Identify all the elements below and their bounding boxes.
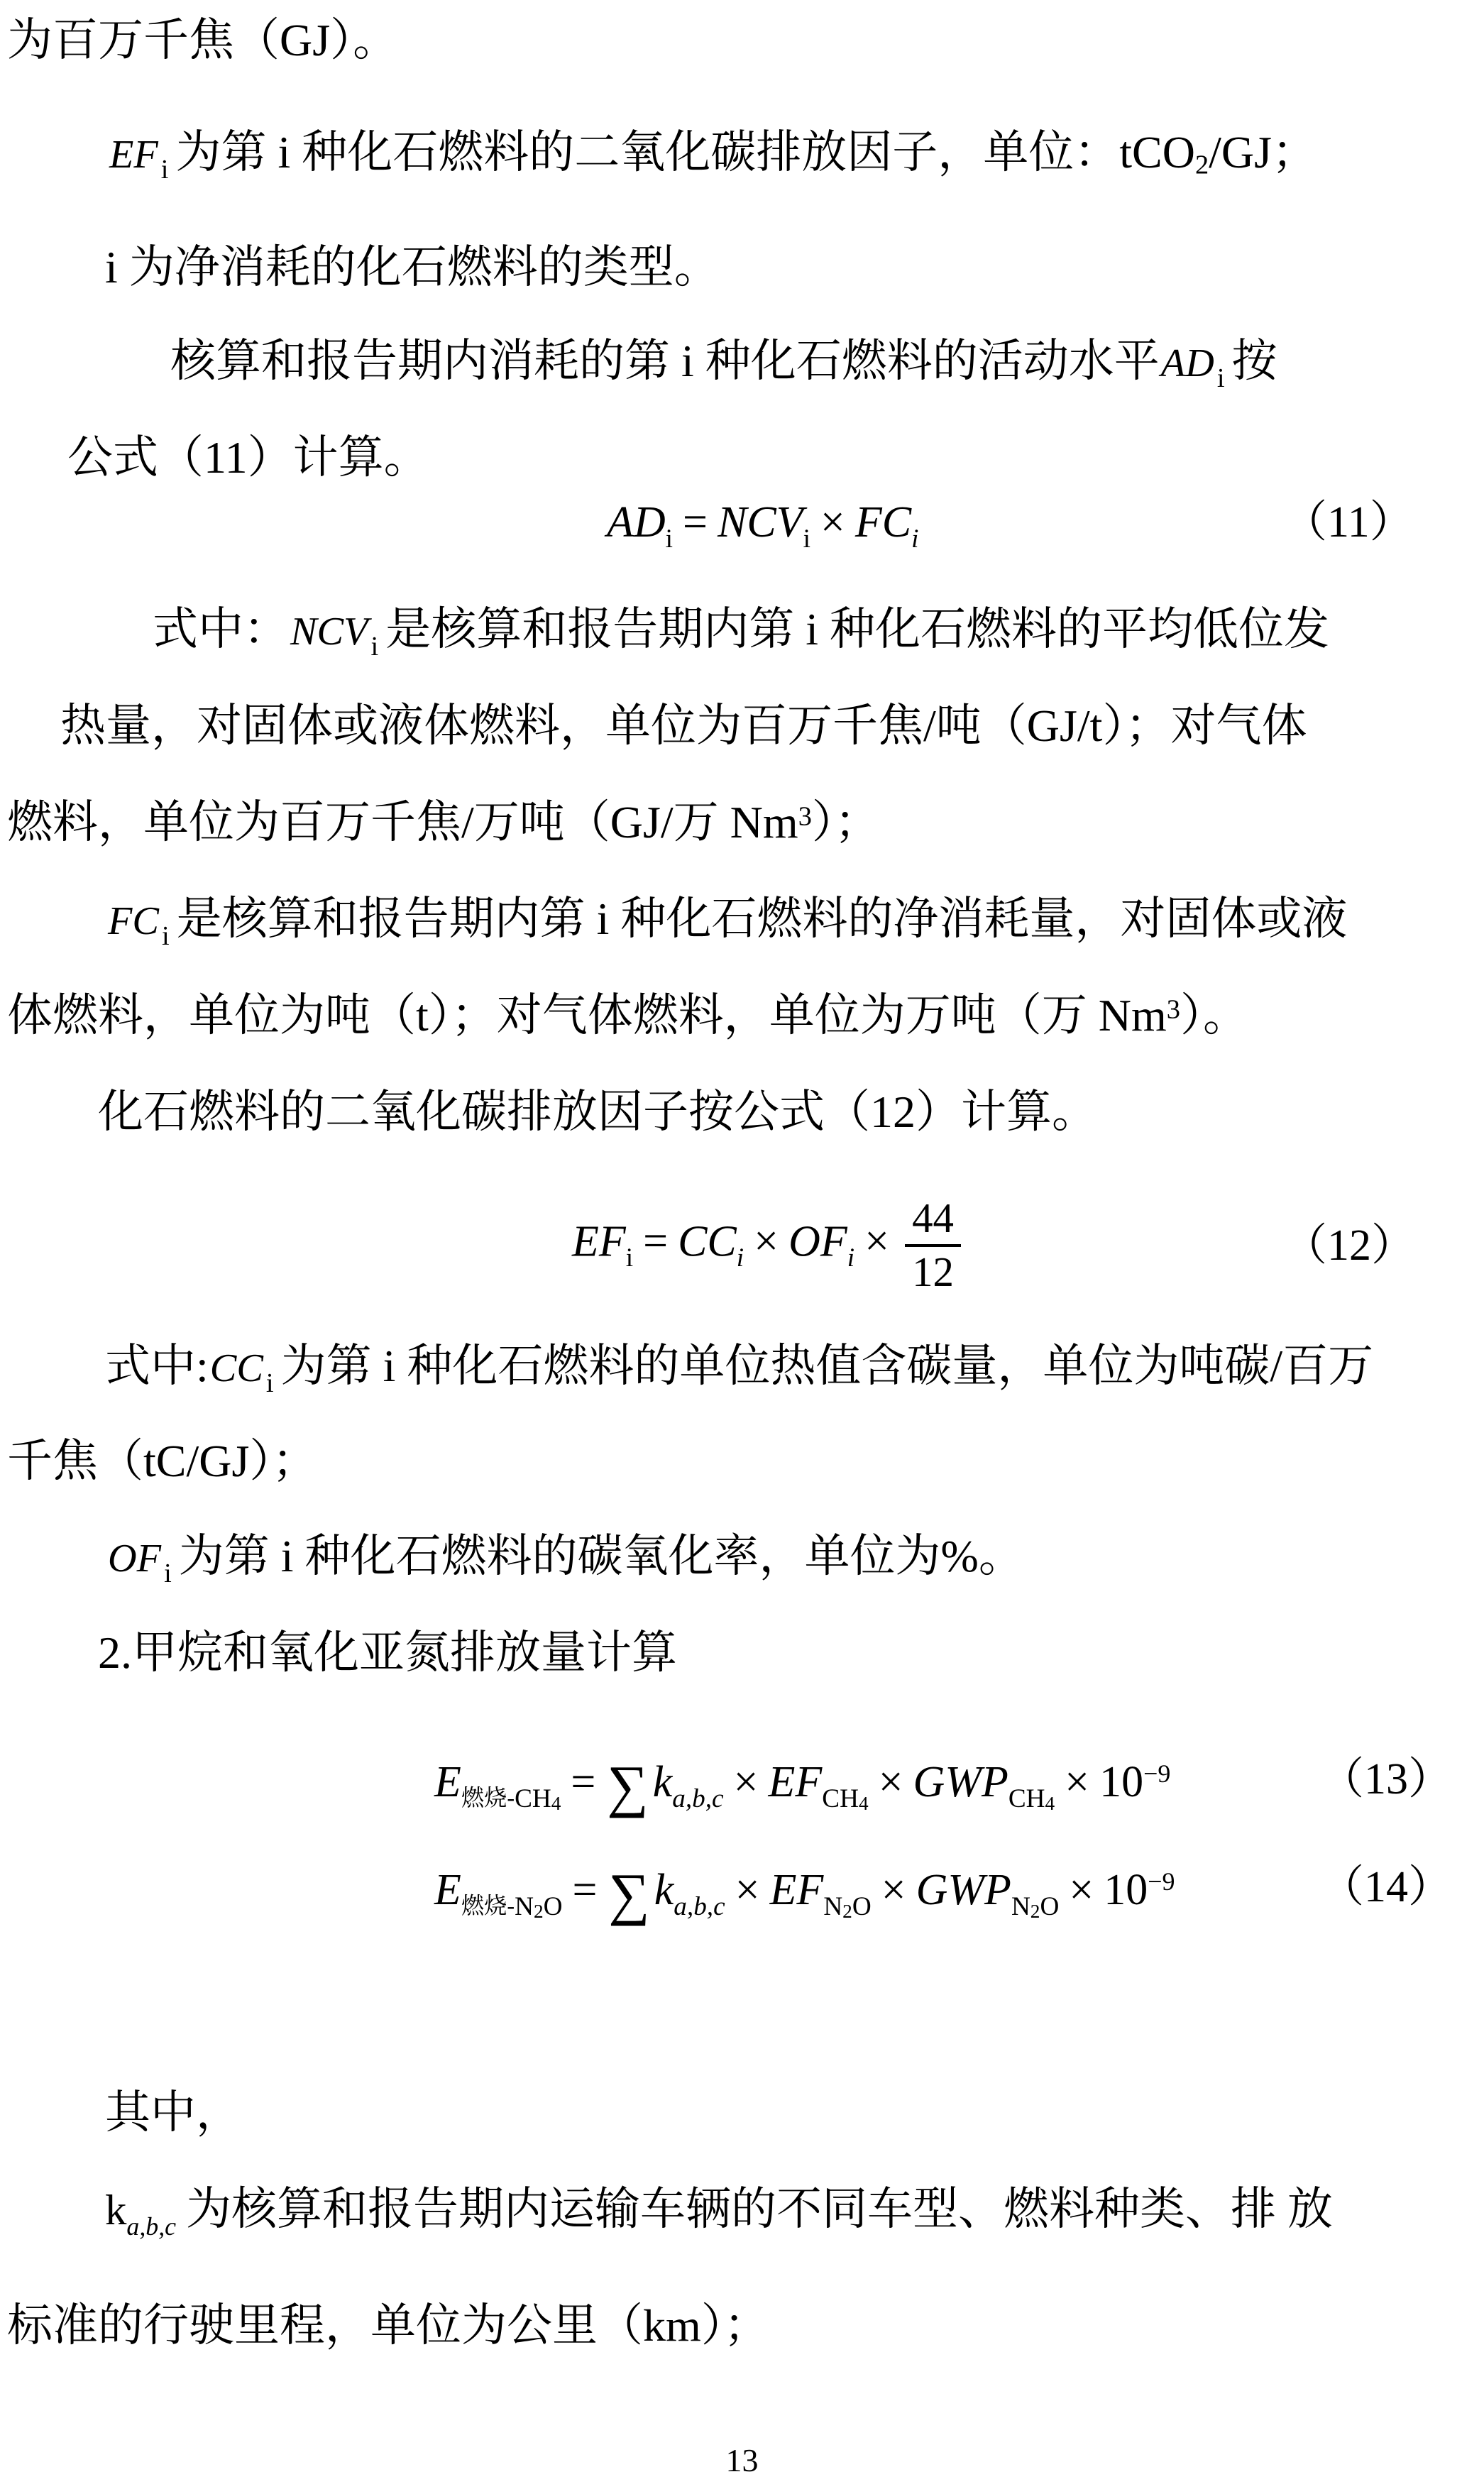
text-line: [105, 241, 720, 294]
variable: FC: [108, 899, 159, 943]
text-run: 为第 i 种化石燃料的碳氧化率，单位为%。: [178, 1531, 1024, 1581]
subscript: i: [265, 1368, 274, 1398]
text-line: [60, 700, 1307, 752]
text-run: 燃料，单位为百万千焦/万吨（GJ/万 Nm: [7, 797, 798, 847]
subscript: i: [164, 1558, 172, 1588]
text-line: [7, 796, 880, 849]
formula-body: [434, 1862, 1175, 1926]
numerator: 44: [905, 1197, 961, 1247]
text-line: [105, 2087, 241, 2139]
variable: CC: [678, 1217, 737, 1266]
subscript: O: [543, 1891, 563, 1921]
superscript: −9: [1148, 1867, 1175, 1896]
variable: NCV: [290, 610, 368, 654]
sub-subscript: 4: [858, 1793, 869, 1814]
subscript: O: [1040, 1891, 1060, 1921]
subscript: N: [1011, 1891, 1030, 1921]
subscript: 2: [1194, 150, 1209, 180]
operator: ×: [735, 1865, 760, 1914]
variable: EF: [768, 1757, 823, 1806]
text-run: /GJ；: [1209, 127, 1318, 177]
text-run: i 为净消耗的化石燃料的类型。: [105, 242, 720, 292]
text-line: [106, 1530, 1024, 1589]
subscript: N: [823, 1891, 843, 1921]
subscript: i: [847, 1243, 855, 1273]
subscript: i: [160, 154, 169, 185]
subscript: 燃烧-: [461, 1892, 515, 1918]
variable: k: [652, 1757, 673, 1806]
subscript: 燃烧-: [461, 1784, 515, 1811]
text-line: [7, 989, 1248, 1042]
text-run: 为百万千焦（GJ）。: [7, 15, 399, 65]
text-line: [105, 2183, 1333, 2241]
subscript: i: [370, 631, 379, 661]
subscript: CH: [515, 1784, 551, 1813]
operator: ×: [733, 1757, 759, 1806]
text-run: 公式（11）计算。: [67, 432, 429, 483]
variable: FC: [854, 498, 912, 546]
variable: CC: [209, 1346, 263, 1390]
operator: =: [572, 1865, 598, 1914]
variable: k: [654, 1865, 674, 1914]
text-line: [98, 1627, 677, 1679]
operator: =: [683, 498, 708, 546]
formula-body: [572, 1194, 961, 1295]
subscript: a,b,c: [672, 1784, 724, 1813]
formula-line: [0, 1170, 1484, 1322]
text-line: [67, 432, 429, 484]
text-run: 为核算和报告期内运输车辆的不同车型、燃料种类、排 放: [186, 2184, 1334, 2234]
text-line: [153, 603, 1329, 662]
text-run: ）。: [1180, 990, 1248, 1040]
fraction: [905, 1194, 961, 1295]
operator: ×: [1065, 1757, 1090, 1806]
subscript: CH: [822, 1784, 859, 1813]
text-line: [105, 1340, 1373, 1399]
variable: OF: [788, 1217, 847, 1266]
superscript: 3: [798, 801, 812, 832]
subscript: a,b,c: [674, 1891, 725, 1921]
formula-line: [0, 500, 1484, 552]
text-run: 热量，对固体或液体燃料，单位为百万千焦/吨（GJ/t）；对气体: [60, 700, 1307, 751]
variable: GWP: [916, 1865, 1011, 1914]
text-run: 2.甲烷和氧化亚氮排放量计算: [98, 1627, 677, 1678]
sub-subscript: 2: [1030, 1901, 1040, 1922]
formula-line: [0, 1862, 1484, 1926]
subscript: i: [736, 1243, 744, 1273]
text-line: [108, 126, 1317, 185]
text-run: 按: [1231, 336, 1277, 386]
text-run: 标准的行驶里程，单位为公里（km）；: [7, 2300, 769, 2351]
subscript: N: [515, 1891, 534, 1921]
sigma-operator: ∑: [608, 1862, 650, 1926]
formula-body: [607, 500, 918, 552]
subscript: i: [161, 921, 170, 951]
text-line: [7, 14, 398, 67]
variable: EF: [572, 1217, 626, 1266]
text-line: [106, 893, 1347, 952]
variable: OF: [108, 1537, 162, 1581]
subscript: i: [1216, 363, 1225, 393]
operator: ×: [754, 1217, 779, 1266]
text-run: 是核算和报告期内第 i 种化石燃料的平均低位发: [385, 604, 1329, 654]
subscript: O: [852, 1891, 872, 1921]
operator: =: [571, 1757, 596, 1806]
equation-number: （12）: [1283, 1221, 1416, 1270]
operator: 10: [1099, 1757, 1144, 1806]
operator: ×: [878, 1757, 903, 1806]
subscript: i: [803, 524, 810, 554]
text-run: 核算和报告期内消耗的第 i 种化石燃料的活动水平: [170, 336, 1160, 386]
variable: E: [434, 1757, 461, 1806]
sigma-operator: ∑: [607, 1754, 649, 1818]
text-run: 式中:: [105, 1341, 209, 1391]
equation-number: （11）: [1283, 498, 1414, 546]
operator: ×: [820, 498, 845, 546]
subscript: i: [911, 524, 919, 554]
variable: E: [434, 1865, 461, 1914]
equation-number: （13）: [1320, 1755, 1453, 1803]
superscript: 3: [1166, 994, 1180, 1025]
text-run: ）；: [811, 797, 880, 847]
variable: NCV: [717, 498, 803, 546]
text-line: [7, 1435, 317, 1488]
formula-line: [0, 1754, 1484, 1818]
formula-body: [434, 1754, 1171, 1818]
variable: AD: [607, 498, 666, 546]
sub-subscript: 4: [1045, 1793, 1055, 1814]
variable: EF: [769, 1865, 824, 1914]
variable: EF: [109, 133, 158, 177]
text-run: 为第 i 种化石燃料的二氧化碳排放因子，单位：tCO: [175, 127, 1195, 177]
subscript: i: [625, 1243, 634, 1273]
text-line: [98, 1086, 1097, 1138]
subscript: i: [665, 524, 673, 554]
subscript: a,b,c: [126, 2212, 177, 2241]
operator: ×: [881, 1865, 906, 1914]
operator: =: [643, 1217, 669, 1266]
text-run: 化石燃料的二氧化碳排放因子按公式（12）计算。: [98, 1087, 1097, 1137]
text-line: [170, 335, 1277, 394]
sub-subscript: 2: [842, 1901, 852, 1922]
text-run: 其中，: [105, 2087, 241, 2138]
text-run: 式中：: [153, 604, 289, 654]
text-run: 体燃料，单位为吨（t）；对气体燃料，单位为万吨（万 Nm: [7, 990, 1167, 1040]
subscript: CH: [1008, 1784, 1045, 1813]
text-run: 千焦（tC/GJ）；: [7, 1436, 318, 1486]
operator: ×: [1069, 1865, 1094, 1914]
operator: ×: [864, 1217, 890, 1266]
operator: 10: [1104, 1865, 1148, 1914]
variable: k: [105, 2187, 127, 2234]
variable: GWP: [913, 1757, 1008, 1806]
page-number: 13: [725, 2442, 759, 2478]
sub-subscript: 4: [551, 1793, 561, 1814]
superscript: −9: [1143, 1759, 1171, 1789]
text-run: 是核算和报告期内第 i 种化石燃料的净消耗量，对固体或液: [176, 894, 1348, 944]
denominator: 12: [912, 1249, 954, 1295]
text-line: [7, 2300, 769, 2352]
sub-subscript: 2: [533, 1901, 544, 1922]
equation-number: （14）: [1320, 1863, 1453, 1911]
text-run: 为第 i 种化石燃料的单位热值含碳量，单位为吨碳/百万: [280, 1341, 1374, 1391]
variable: AD: [1160, 341, 1214, 385]
